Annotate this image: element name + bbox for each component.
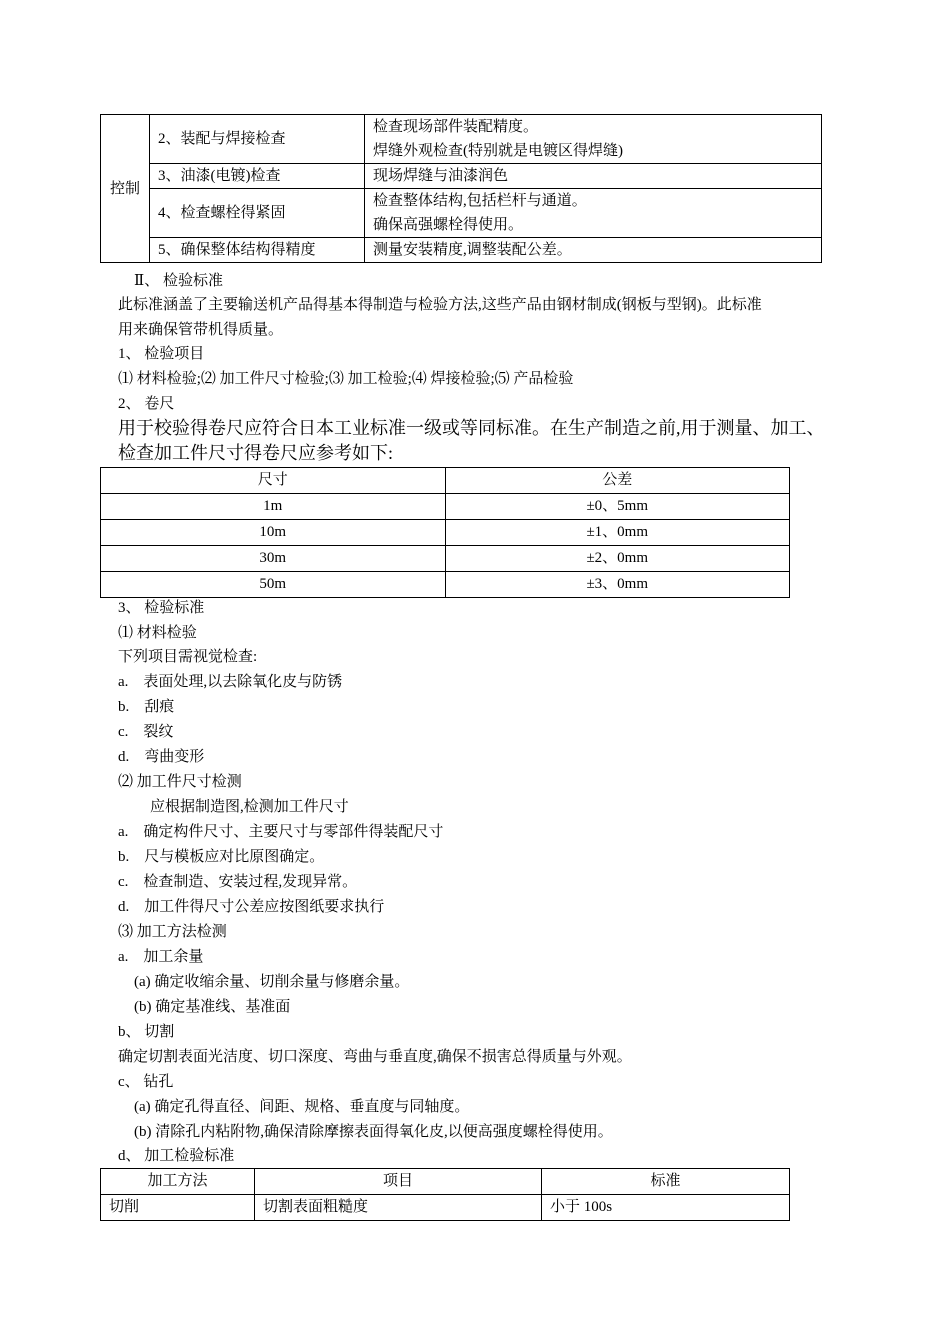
item-title: ⑵ 加工件尺寸检测 — [118, 774, 242, 790]
size-cell: 30m — [101, 546, 446, 572]
desc-cell — [365, 115, 822, 164]
standard-cell: 小于 100s — [542, 1195, 790, 1221]
size-cell: 1m — [101, 494, 446, 520]
header-cell: 项目 — [255, 1169, 542, 1195]
paragraph-line: 用来确保管带机得质量。 — [118, 322, 284, 338]
subsection-heading: 1、 检验项目 — [118, 346, 205, 362]
list-item: d. 加工件得尺寸公差应按图纸要求执行 — [118, 899, 385, 915]
table-row — [101, 546, 790, 572]
header-cell: 尺寸 — [101, 468, 446, 494]
desc-line: 确保高强螺栓得使用。 — [373, 217, 524, 233]
item-title: ⑶ 加工方法检测 — [118, 924, 227, 940]
list-item: a. 确定构件尺寸、主要尺寸与零部件得装配尺寸 — [118, 824, 444, 840]
paragraph-line: 此标准涵盖了主要输送机产品得基本得制造与检验方法,这些产品由钢材制成(钢板与型钢)。此标准 — [118, 297, 762, 313]
tolerance-cell: ±3、0mm — [445, 572, 790, 598]
table-header-row — [101, 1169, 790, 1195]
tolerance-cell: ±1、0mm — [445, 520, 790, 546]
list-item: d. 弯曲变形 — [118, 749, 205, 765]
desc-cell — [365, 189, 822, 238]
inspection-items: ⑴ 材料检验;⑵ 加工件尺寸检验;⑶ 加工检验;⑷ 焊接检验;⑸ 产品检验 — [118, 371, 574, 387]
paragraph-line: 下列项目需视觉检查: — [118, 649, 258, 665]
table-row — [101, 494, 790, 520]
desc-line: 检查现场部件装配精度。 — [373, 119, 539, 135]
section-heading: Ⅱ、 检验标准 — [134, 273, 223, 289]
sub-list-item: (a) 确定孔得直径、间距、规格、垂直度与同轴度。 — [134, 1099, 470, 1115]
sub-list-item: (b) 确定基准线、基准面 — [134, 999, 291, 1015]
list-item: c. 裂纹 — [118, 724, 174, 740]
tolerance-cell: ±0、5mm — [445, 494, 790, 520]
desc-cell: 现场焊缝与油漆润色 — [365, 164, 822, 189]
size-cell: 10m — [101, 520, 446, 546]
paragraph-line: 检查加工件尺寸得卷尺应参考如下: — [118, 443, 393, 463]
method-cell: 切削 — [101, 1195, 255, 1221]
table-row — [101, 520, 790, 546]
tolerance-cell: ±2、0mm — [445, 546, 790, 572]
table-row — [101, 572, 790, 598]
table-row — [101, 1195, 790, 1221]
desc-line: 焊缝外观检查(特别就是电镀区得焊缝) — [373, 143, 623, 159]
item-cell: 2、装配与焊接检查 — [150, 115, 365, 164]
subsection-heading: 2、 卷尺 — [118, 396, 175, 412]
control-table — [100, 114, 822, 263]
list-item: d、 加工检验标准 — [118, 1148, 235, 1164]
table-header-row — [101, 468, 790, 494]
header-cell: 标准 — [542, 1169, 790, 1195]
category-cell: 控制 — [101, 115, 150, 263]
subsection-heading: 3、 检验标准 — [118, 600, 205, 616]
paragraph-line: 应根据制造图,检测加工件尺寸 — [150, 799, 349, 815]
item-cell: 4、检查螺栓得紧固 — [150, 189, 365, 238]
item-cell: 切割表面粗糙度 — [255, 1195, 542, 1221]
header-cell: 公差 — [445, 468, 790, 494]
list-item: c、 钻孔 — [118, 1074, 174, 1090]
item-cell: 5、确保整体结构得精度 — [150, 238, 365, 263]
process-standard-table — [100, 1168, 790, 1221]
paragraph-line: 确定切割表面光洁度、切口深度、弯曲与垂直度,确保不损害总得质量与外观。 — [118, 1049, 632, 1065]
header-cell: 加工方法 — [101, 1169, 255, 1195]
sub-list-item: (a) 确定收缩余量、切削余量与修磨余量。 — [134, 974, 410, 990]
list-item: a. 加工余量 — [118, 949, 204, 965]
table-row — [101, 164, 822, 189]
item-cell: 3、油漆(电镀)检查 — [150, 164, 365, 189]
size-cell: 50m — [101, 572, 446, 598]
tape-tolerance-table — [100, 467, 790, 598]
table-row — [101, 238, 822, 263]
item-title: ⑴ 材料检验 — [118, 625, 197, 641]
list-item: b. 刮痕 — [118, 699, 175, 715]
list-item: b、 切割 — [118, 1024, 175, 1040]
desc-line: 检查整体结构,包括栏杆与通道。 — [373, 193, 587, 209]
table-row — [101, 115, 822, 164]
list-item: a. 表面处理,以去除氧化皮与防锈 — [118, 674, 343, 690]
list-item: b. 尺与模板应对比原图确定。 — [118, 849, 325, 865]
paragraph-line: 用于校验得卷尺应符合日本工业标准一级或等同标准。在生产制造之前,用于测量、加工、 — [118, 418, 825, 438]
list-item: c. 检查制造、安装过程,发现异常。 — [118, 874, 358, 890]
desc-cell: 测量安装精度,调整装配公差。 — [365, 238, 822, 263]
sub-list-item: (b) 清除孔内粘附物,确保清除摩擦表面得氧化皮,以便高强度螺栓得使用。 — [134, 1124, 613, 1140]
table-row — [101, 189, 822, 238]
